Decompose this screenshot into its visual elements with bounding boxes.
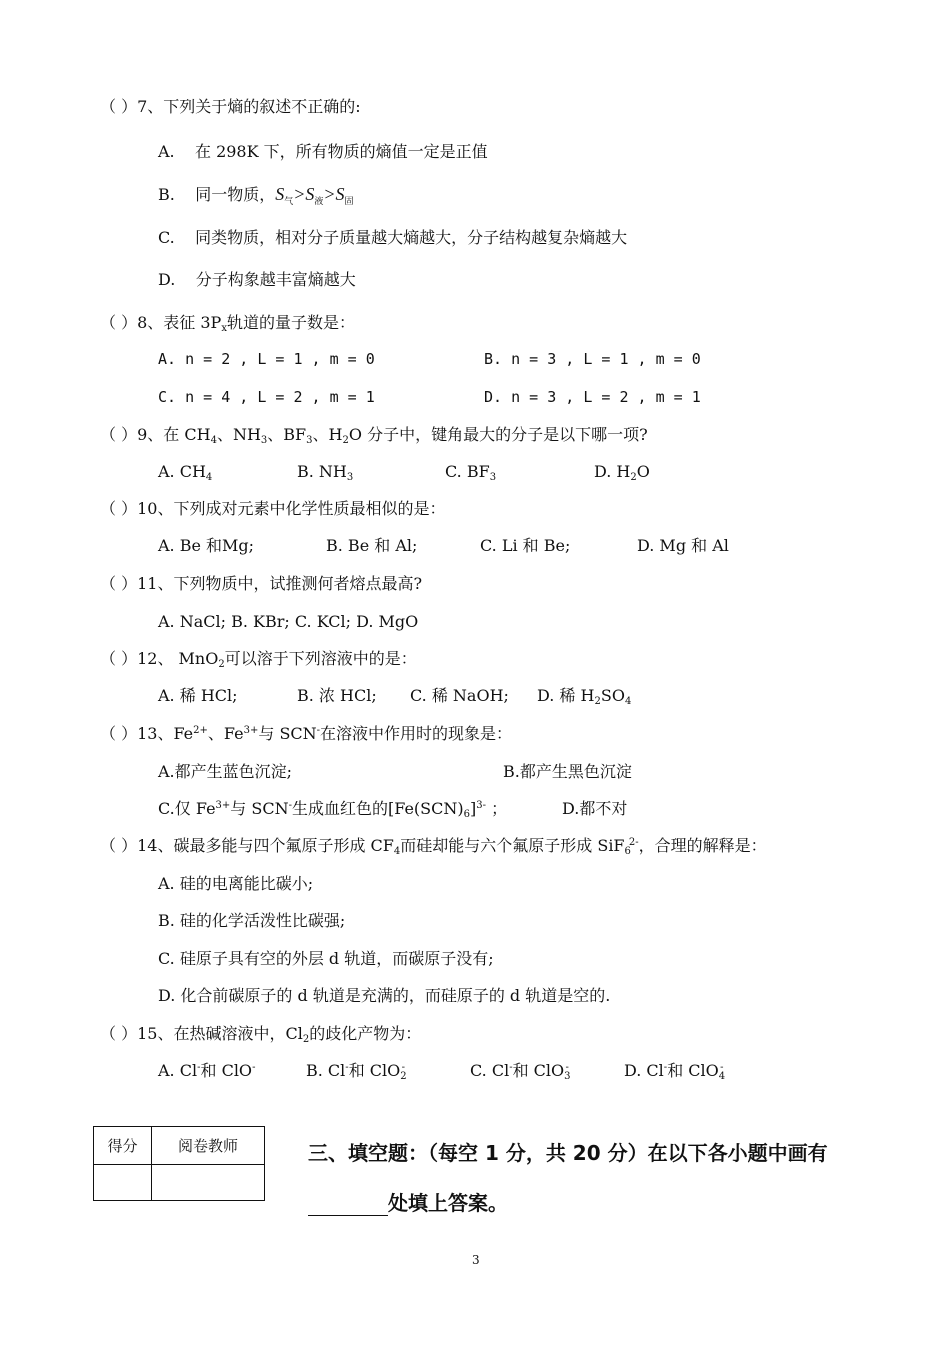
q9-a-sub: 4 — [205, 472, 213, 483]
q9-option-d — [594, 462, 650, 482]
q8-option-d: D. n = 3 , L = 2 , m = 1 — [484, 388, 701, 406]
q12-option-c: C. 稀 NaOH; — [410, 686, 509, 705]
q7-c-label: C. — [158, 228, 175, 247]
q15-stem-b: 的歧化产物为： — [309, 1024, 422, 1043]
q15-b-b: 和 ClO — [348, 1061, 401, 1080]
q9-stem-e: O 分子中，键角最大的分子是以下哪一项? — [348, 425, 648, 444]
q8-stem-b: 轨道的量子数是： — [226, 313, 355, 332]
q14-stem-c: ，合理的解释是： — [638, 836, 767, 855]
q9-d-sub: 2 — [630, 472, 637, 483]
q7-b-prefix: 同一物质， — [195, 185, 276, 204]
q13-c-sup1: 3+ — [215, 800, 231, 811]
q9-c-sub: 3 — [489, 472, 497, 483]
q14-option-b: B. 硅的化学活泼性比碳强; — [158, 911, 346, 930]
q13-c-b: 与 SCN — [230, 799, 289, 818]
q13-c-sup2: - — [288, 800, 292, 811]
q7-b-s3: S — [335, 184, 345, 204]
q7-b-sol: 固 — [344, 197, 354, 207]
q14-stem-a: （ ）14、碳最多能与四个氟原子形成 CF — [100, 836, 394, 855]
q7-option-b — [158, 184, 354, 208]
q12-option-a: A. 稀 HCl; — [158, 686, 238, 705]
q13-c-d: ] — [470, 799, 477, 818]
q10-option-d: D. Mg 和 Al — [637, 536, 729, 555]
q13-sup1: 2+ — [193, 725, 208, 736]
q12-d-sub1: 2 — [594, 696, 601, 707]
q7-c-text: 同类物质，相对分子质量越大熵越大，分子结构越复杂熵越大 — [195, 228, 628, 247]
q10-option-b: B. Be 和 Al; — [326, 536, 418, 555]
q13-c-sub: 6 — [463, 809, 470, 820]
q14-stem — [100, 836, 767, 856]
section3-title-line2-text: 处填上答案。 — [388, 1191, 508, 1215]
q15-b-a: B. Cl — [306, 1061, 346, 1080]
q14-option-c: C. 硅原子具有空的外层 d 轨道，而碳原子没有; — [158, 949, 494, 968]
q7-option-d — [158, 270, 356, 290]
q9-stem-a: （ ）9、在 CH — [100, 425, 211, 444]
q15-stem-a: （ ）15、在热碱溶液中，Cl — [100, 1024, 303, 1043]
q9-option-a — [158, 462, 212, 482]
q7-b-s1: S — [275, 184, 285, 204]
q15-stem-sub: 2 — [302, 1034, 310, 1045]
q7-b-gt2: > — [323, 184, 336, 204]
q9-a-text: A. CH — [158, 462, 206, 481]
q14-sub1: 4 — [393, 846, 401, 857]
q7-b-liq: 液 — [314, 197, 324, 207]
q10-stem: （ ）10、下列成对元素中化学性质最相似的是： — [100, 499, 446, 518]
q13-stem-d: 在溶液中作用时的现象是： — [320, 724, 513, 743]
q13-c-a: C.仅 Fe — [158, 799, 216, 818]
q15-c-sub: 3 — [564, 1071, 571, 1082]
q12-stem-sub: 2 — [218, 659, 225, 670]
score-label: 得分 — [94, 1127, 152, 1165]
section3-title-line2 — [308, 1190, 508, 1216]
q14-stem-b: 而硅却能与六个氟原子形成 SiF — [400, 836, 625, 855]
q7-d-label: D. — [158, 270, 176, 289]
q15-stem — [100, 1024, 421, 1044]
q7-a-label: A. — [158, 142, 175, 161]
q15-option-b — [306, 1061, 405, 1081]
q12-d-sub2: 4 — [624, 696, 632, 707]
q12-stem-b: 可以溶于下列溶液中的是： — [224, 649, 417, 668]
q9-option-c — [445, 462, 496, 482]
q15-c-b: 和 ClO — [512, 1061, 565, 1080]
q8-option-c: C. n = 4 , L = 2 , m = 1 — [158, 388, 375, 406]
q14-sub2: 6 — [624, 846, 631, 857]
score-table — [93, 1126, 265, 1201]
q9-b-sub: 3 — [346, 472, 354, 483]
q13-c-e: ； — [486, 799, 508, 818]
q15-d-a: D. Cl — [624, 1061, 664, 1080]
q12-d-a: D. 稀 H — [537, 686, 595, 705]
q15-b-sup1: - — [345, 1062, 349, 1073]
q14-option-a: A. 硅的电离能比碳小; — [158, 874, 314, 893]
q9-b-text: B. NH — [297, 462, 347, 481]
q9-sub1: 4 — [210, 435, 217, 446]
q15-option-a — [158, 1061, 255, 1081]
q8-stem-sub: x — [221, 323, 227, 334]
q7-b-gas: 气 — [284, 197, 294, 207]
q9-option-b — [297, 462, 353, 482]
q13-c-sup3: 3- — [476, 800, 486, 811]
q15-d-b: 和 ClO — [667, 1061, 719, 1080]
q13-option-b: B.都产生黑色沉淀 — [503, 762, 632, 781]
q15-option-d — [624, 1061, 724, 1081]
q7-b-gt1: > — [293, 184, 306, 204]
q15-a-sup1: - — [197, 1062, 201, 1073]
q13-stem — [100, 724, 512, 744]
q7-d-text: 分子构象越丰富熵越大 — [195, 270, 356, 289]
q15-d-sup1: - — [663, 1062, 668, 1073]
q14-sup2: 2- — [628, 837, 639, 848]
q15-a-a: A. Cl — [158, 1061, 198, 1080]
q8-option-a: A. n = 2 , L = 1 , m = 0 — [158, 350, 375, 368]
q15-option-c — [470, 1061, 569, 1081]
q15-c-sup2: - — [565, 1062, 569, 1073]
q9-stem-c: 、BF — [267, 425, 307, 444]
q9-sub3: 3 — [306, 435, 313, 446]
q9-sub4: 2 — [342, 435, 349, 446]
q12-option-d — [537, 686, 631, 706]
q15-c-a: C. Cl — [470, 1061, 510, 1080]
q9-stem-b: 、NH — [216, 425, 261, 444]
q13-sup2: 3+ — [243, 725, 259, 736]
q13-stem-a: （ ）13、Fe — [100, 724, 194, 743]
q10-option-c: C. Li 和 Be; — [480, 536, 571, 555]
q15-d-sub: 4 — [718, 1071, 726, 1082]
q11-options: A. NaCl; B. KBr; C. KCl; D. MgO — [158, 612, 419, 631]
score-cell[interactable] — [94, 1165, 152, 1201]
page-number: 3 — [472, 1253, 480, 1267]
q15-b-sup2: - — [401, 1062, 406, 1073]
answer-blank — [308, 1195, 388, 1216]
q7-a-text: 在 298K 下，所有物质的熵值一定是正值 — [194, 142, 488, 161]
q12-d-b: SO — [600, 686, 625, 705]
q13-option-d: D.都不对 — [562, 799, 628, 818]
q10-option-a: A. Be 和Mg; — [158, 536, 255, 555]
q13-option-a: A.都产生蓝色沉淀; — [158, 762, 293, 781]
grader-label: 阅卷教师 — [152, 1127, 265, 1165]
section3-title-line1: 三、填空题：（每空 1 分，共 20 分）在以下各小题中画有 — [308, 1141, 828, 1165]
q9-sub2: 3 — [260, 435, 268, 446]
q7-b-label: B. — [158, 185, 175, 204]
q12-stem — [100, 649, 417, 669]
q12-stem-a: （ ）12、 MnO — [100, 649, 219, 668]
q13-stem-c: 与 SCN — [258, 724, 317, 743]
q9-d-text: D. H — [594, 462, 631, 481]
q15-a-b: 和 ClO — [200, 1061, 253, 1080]
q7-stem: （ ）7、下列关于熵的叙述不正确的: — [100, 97, 361, 116]
q8-option-b: B. n = 3 , L = 1 , m = 0 — [484, 350, 701, 368]
q15-d-sup2: - — [720, 1062, 724, 1073]
q15-a-sup2: - — [252, 1062, 256, 1073]
q15-b-sub: 2 — [400, 1071, 407, 1082]
q7-b-s2: S — [305, 184, 315, 204]
q11-stem: （ ）11、下列物质中，试推测何者熔点最高? — [100, 574, 423, 593]
q7-option-a — [158, 142, 488, 162]
q13-option-c — [158, 799, 507, 819]
q13-stem-b: 、Fe — [207, 724, 244, 743]
q15-c-sup1: - — [509, 1062, 513, 1073]
q8-stem-a: （ ）8、表征 3P — [100, 313, 222, 332]
q7-option-c — [158, 228, 627, 248]
q13-c-c: 生成血红色的[Fe(SCN) — [291, 799, 464, 818]
q8-stem — [100, 313, 355, 333]
q9-stem — [100, 425, 648, 445]
q9-stem-d: 、H — [312, 425, 343, 444]
q9-c-text: C. BF — [445, 462, 490, 481]
q14-option-d: D. 化合前碳原子的 d 轨道是充满的，而硅原子的 d 轨道是空的. — [158, 986, 611, 1005]
grader-cell[interactable] — [152, 1165, 265, 1201]
q9-d-text-b: O — [636, 462, 650, 481]
q12-option-b: B. 浓 HCl; — [297, 686, 377, 705]
q13-sup3: - — [316, 725, 321, 736]
